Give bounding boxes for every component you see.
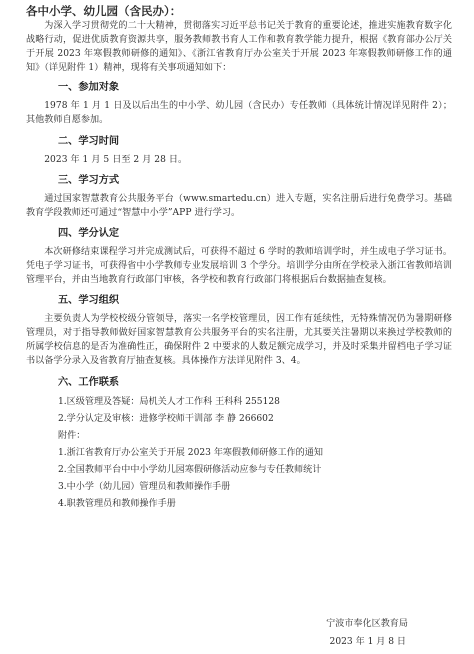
attachment-item: 4.职教管理员和教师操作手册 bbox=[58, 498, 176, 509]
signature-date: 2023 年 1 月 8 日 bbox=[329, 637, 406, 647]
section-heading-credits: 四、学分认定 bbox=[58, 226, 120, 239]
section-body-time: 2023 年 1 月 5 日至 2 月 28 日。 bbox=[44, 154, 188, 165]
attachment-item: 3.中小学（幼儿园）管理员和教师操作手册 bbox=[58, 481, 231, 492]
section-heading-participants: 一、参加对象 bbox=[58, 81, 120, 94]
section-heading-method: 三、学习方式 bbox=[58, 173, 120, 186]
document-page bbox=[0, 4, 474, 654]
section-body-credits: 本次研修结束课程学习并完成测试后，可获得不超过 6 学时的教师培训学时，并生成电子学习证书。凭电子学习证书，可获得省中小学教师专业发展培训 3 个学分。培训学分由所在学校录入浙江省教师培训管理平台，并由当地教育行政部门审核，各学校和教育行政部门将根据后台数据抽查复核。 bbox=[26, 246, 452, 286]
section-heading-time: 二、学习时间 bbox=[58, 134, 120, 147]
section-heading-contact: 六、工作联系 bbox=[58, 375, 120, 388]
section-heading-organization: 五、学习组织 bbox=[58, 294, 120, 307]
section-body-organization: 主要负责人为学校校级分管领导，落实一名学校管理员，因工作有延续性，无特殊情况仍为暑期研修管理员，对于指导教师做好国家智慧教育公共服务平台的实名注册，尤其要关注暑期以来换过学校教师的所属学校信息的是否为准确性正，确保附件 2 中要求的人数足额完成学习，并及时采集并留档电子学习证书以备学分录入及省教育厅抽查复核。具体操作方法详见附件 3、4。 bbox=[26, 314, 452, 367]
attachment-item: 1.浙江省教育厅办公室关于开展 2023 年寒假教师研修工作的通知 bbox=[58, 447, 323, 458]
salutation: 各中小学、幼儿园（含民办）： bbox=[26, 4, 182, 18]
contact-line: 1.区级管理及答疑：局机关人才工作科 王科科 255128 bbox=[58, 396, 280, 407]
intro-paragraph: 为深入学习贯彻党的二十大精神，贯彻落实习近平总书记关于教育的重要论述，推进实施教育数字化战略行动，促进优质教育资源共享，服务教师教书育人工作和教育教学能力提升，根据《教育部办公厅关于开展 2023 年寒假教师研修的通知》、《浙江省教育厅办公室关于开展 2023 年寒假教师研修工作的通知》（详见附件 1）精神，现将有关事项通知如下： bbox=[26, 21, 452, 74]
signature-org: 宁波市奉化区教育局 bbox=[326, 619, 408, 629]
attachments-label: 附件： bbox=[58, 430, 86, 441]
section-body-participants: 1978 年 1 月 1 日及以后出生的中小学、幼儿园（含民办）专任教师（具体统计情况详见附件 2）；其他教师自愿参加。 bbox=[26, 101, 452, 126]
section-body-method: 通过国家智慧教育公共服务平台（www.smartedu.cn）进入专题，实名注册后进行免费学习。基础教育学段教师还可通过“智慧中小学”APP 进行学习。 bbox=[26, 193, 452, 218]
attachment-item: 2.全国教师平台中中小学幼儿园寒假研修活动应参与专任教师统计 bbox=[58, 464, 322, 475]
contact-line: 2.学分认定及审核：进修学校师干训部 李 静 266602 bbox=[58, 413, 274, 424]
